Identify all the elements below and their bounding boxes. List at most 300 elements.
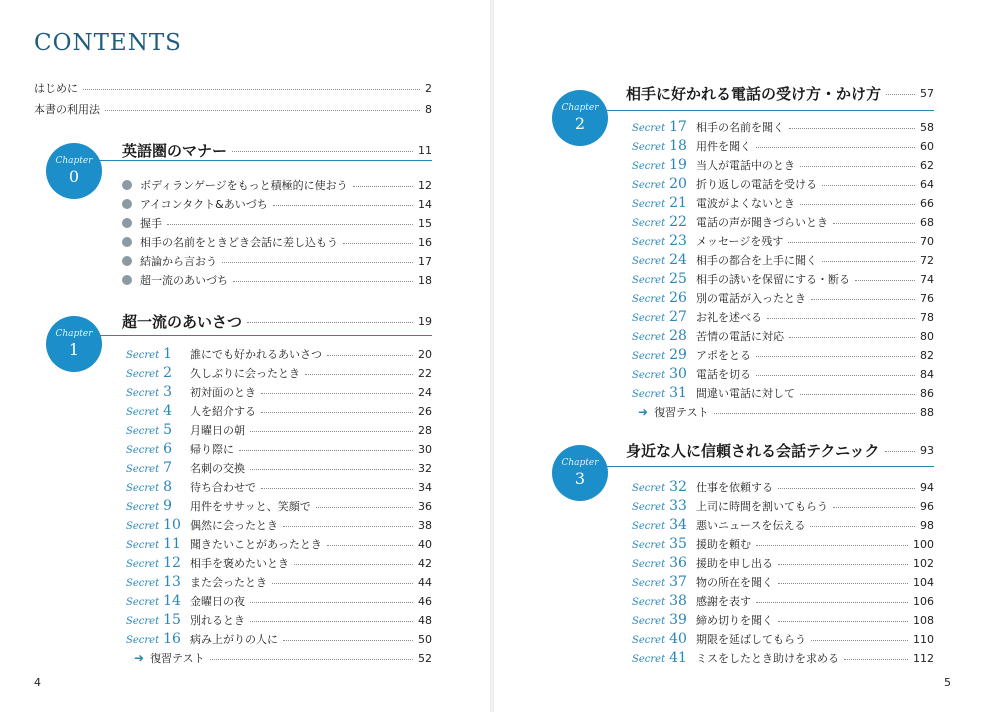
secret-marker — [632, 536, 696, 552]
secret-entry[interactable] — [126, 346, 432, 362]
entry-label: 締め切りを聞く — [696, 614, 773, 627]
leader-dots — [788, 242, 915, 243]
entry-label: 偶然に会ったとき — [190, 519, 278, 532]
entry-page: 30 — [418, 442, 432, 456]
secret-entry[interactable] — [126, 365, 432, 381]
leader-dots — [305, 374, 413, 375]
leader-dots — [272, 583, 413, 584]
chapter-page: 93 — [920, 443, 934, 457]
entry-label: 握手 — [140, 217, 162, 230]
leader-dots — [885, 451, 915, 452]
leader-dots — [239, 450, 413, 451]
review-test-entry[interactable] — [638, 404, 934, 420]
entry-label: 本書の利用法 — [34, 103, 100, 116]
secret-word: Secret — [632, 161, 666, 172]
entry-label: 相手を褒めたいとき — [190, 557, 289, 570]
entry-page: 108 — [913, 613, 934, 627]
entry-page: 68 — [920, 215, 934, 229]
entry-label: 上司に時間を割いてもらう — [696, 500, 828, 513]
secret-number: 38 — [669, 593, 687, 609]
secret-word: Secret — [632, 123, 666, 134]
leader-dots — [714, 413, 915, 414]
leader-dots — [811, 640, 908, 641]
entry-label: はじめに — [34, 82, 78, 95]
secret-entry[interactable] — [126, 631, 432, 647]
secret-word: Secret — [126, 540, 160, 551]
entry-page: 64 — [920, 177, 934, 191]
secret-entry[interactable] — [632, 233, 934, 249]
secret-marker — [126, 422, 190, 438]
secret-number: 30 — [669, 366, 687, 382]
entry-label: メッセージを残す — [696, 235, 784, 248]
secret-marker — [632, 479, 696, 495]
leader-dots — [343, 243, 413, 244]
secret-marker — [632, 366, 696, 382]
secret-entry[interactable] — [632, 290, 934, 306]
secret-number: 32 — [669, 479, 687, 495]
entry-label: また会ったとき — [190, 576, 267, 589]
entry-page: 70 — [920, 234, 934, 248]
secret-entry[interactable] — [632, 309, 934, 325]
secret-number: 40 — [669, 631, 687, 647]
secret-word: Secret — [632, 521, 666, 532]
secret-word: Secret — [632, 578, 666, 589]
bullet-icon — [122, 199, 132, 209]
bullet-icon — [122, 237, 132, 247]
entry-label: 援助を申し出る — [696, 557, 773, 570]
secret-word: Secret — [632, 370, 666, 381]
entry-label: 苦情の電話に対応 — [696, 330, 784, 343]
entry-label: 久しぶりに会ったとき — [190, 367, 300, 380]
entry-label: 待ち合わせで — [190, 481, 256, 494]
chapter-1-badge — [46, 316, 102, 372]
secret-marker — [632, 612, 696, 628]
secret-marker — [632, 347, 696, 363]
secret-word: Secret — [126, 559, 160, 570]
chapter-2-badge — [552, 90, 608, 146]
leader-dots — [222, 262, 413, 263]
entry-label: 当人が電話中のとき — [696, 159, 795, 172]
entry-page: 98 — [920, 518, 934, 532]
entry-page: 32 — [418, 461, 432, 475]
leader-dots — [855, 280, 915, 281]
leader-dots — [789, 128, 915, 129]
secret-entry[interactable] — [632, 252, 934, 268]
entry-page: 76 — [920, 291, 934, 305]
secret-number: 9 — [163, 498, 173, 514]
entry-page: 88 — [920, 405, 934, 419]
leader-dots — [800, 204, 915, 205]
secret-word: Secret — [632, 142, 666, 153]
leader-dots — [273, 205, 413, 206]
secret-entry[interactable] — [632, 157, 934, 173]
page-number: 4 — [34, 676, 41, 689]
secret-number: 41 — [669, 650, 687, 666]
leader-dots — [233, 281, 413, 282]
chapter-number: 2 — [574, 114, 586, 133]
leader-dots — [800, 394, 915, 395]
entry-label: 病み上がりの人に — [190, 633, 278, 646]
entry-page: 38 — [418, 518, 432, 532]
toc-entry[interactable] — [122, 253, 432, 269]
chapter-rule — [562, 466, 934, 467]
entry-label: 仕事を依頼する — [696, 481, 773, 494]
secret-entry[interactable] — [126, 555, 432, 571]
leader-dots — [250, 602, 413, 603]
chapter-page: 11 — [418, 143, 432, 157]
entry-label: 期限を延ばしてもらう — [696, 633, 806, 646]
secret-marker — [126, 346, 190, 362]
secret-word: Secret — [126, 616, 160, 627]
secret-entry[interactable] — [632, 328, 934, 344]
secret-marker — [632, 233, 696, 249]
secret-number: 8 — [163, 479, 173, 495]
leader-dots — [247, 322, 413, 323]
toc-entry[interactable] — [122, 177, 432, 193]
secret-entry[interactable] — [632, 271, 934, 287]
secret-number: 33 — [669, 498, 687, 514]
secret-word: Secret — [126, 350, 160, 361]
secret-number: 11 — [163, 536, 181, 552]
entry-label: 復習テスト — [150, 652, 205, 665]
entry-label: 感謝を表す — [696, 595, 751, 608]
entry-page: 2 — [425, 81, 432, 95]
secret-marker — [126, 536, 190, 552]
secret-entry[interactable] — [632, 555, 934, 571]
leader-dots — [353, 186, 413, 187]
entry-page: 14 — [418, 197, 432, 211]
secret-number: 34 — [669, 517, 687, 533]
entry-label: 間違い電話に対して — [696, 387, 795, 400]
secret-number: 13 — [163, 574, 181, 590]
secret-marker — [632, 195, 696, 211]
secret-marker — [632, 650, 696, 666]
leader-dots — [778, 621, 908, 622]
toc-entry-intro[interactable] — [34, 80, 432, 96]
leader-dots — [811, 299, 915, 300]
secret-word: Secret — [632, 256, 666, 267]
chapter-word: Chapter — [55, 329, 93, 339]
entry-label: 相手の誘いを保留にする・断る — [696, 273, 850, 286]
secret-marker — [632, 176, 696, 192]
leader-dots — [232, 151, 413, 152]
entry-page: 20 — [418, 347, 432, 361]
secret-marker — [632, 555, 696, 571]
secret-word: Secret — [126, 578, 160, 589]
entry-label: ボディランゲージをもっと積極的に使おう — [140, 179, 348, 192]
secret-entry[interactable] — [126, 441, 432, 457]
secret-entry[interactable] — [632, 347, 934, 363]
secret-entry[interactable] — [126, 403, 432, 419]
secret-marker — [126, 555, 190, 571]
entry-page: 60 — [920, 139, 934, 153]
secret-entry[interactable] — [632, 517, 934, 533]
bullet-icon — [122, 218, 132, 228]
entry-label: 帰り際に — [190, 443, 234, 456]
entry-page: 16 — [418, 235, 432, 249]
entry-label: お礼を述べる — [696, 311, 762, 324]
secret-marker — [632, 252, 696, 268]
secret-number: 19 — [669, 157, 687, 173]
secret-number: 31 — [669, 385, 687, 401]
secret-entry[interactable] — [632, 195, 934, 211]
chapter-word: Chapter — [55, 156, 93, 166]
leader-dots — [800, 166, 915, 167]
entry-page: 112 — [913, 651, 934, 665]
leader-dots — [822, 261, 915, 262]
leader-dots — [822, 185, 915, 186]
entry-page: 102 — [913, 556, 934, 570]
entry-page: 84 — [920, 367, 934, 381]
secret-word: Secret — [126, 369, 160, 380]
chapter-title: 超一流のあいさつ — [122, 312, 243, 331]
secret-entry[interactable] — [126, 498, 432, 514]
secret-entry[interactable] — [126, 460, 432, 476]
leader-dots — [756, 356, 915, 357]
bullet-icon — [122, 275, 132, 285]
secret-entry[interactable] — [632, 176, 934, 192]
secret-entry[interactable] — [632, 612, 934, 628]
entry-label: 用件をササッと、笑顔で — [190, 500, 311, 513]
secret-marker — [126, 517, 190, 533]
chapter-0-badge — [46, 143, 102, 199]
entry-page: 104 — [913, 575, 934, 589]
entry-page: 66 — [920, 196, 934, 210]
secret-entry[interactable] — [632, 138, 934, 154]
chapter-page: 19 — [418, 314, 432, 328]
secret-word: Secret — [126, 521, 160, 532]
secret-entry[interactable] — [126, 422, 432, 438]
toc-entry[interactable] — [122, 272, 432, 288]
right-page — [492, 0, 984, 712]
entry-page: 22 — [418, 366, 432, 380]
secret-number: 28 — [669, 328, 687, 344]
entry-page: 42 — [418, 556, 432, 570]
secret-entry[interactable] — [126, 517, 432, 533]
secret-entry[interactable] — [632, 385, 934, 401]
secret-entry[interactable] — [632, 479, 934, 495]
entry-label: 別の電話が入ったとき — [696, 292, 806, 305]
secret-word: Secret — [632, 313, 666, 324]
entry-page: 48 — [418, 613, 432, 627]
entry-page: 86 — [920, 386, 934, 400]
secret-word: Secret — [632, 635, 666, 646]
secret-entry[interactable] — [126, 536, 432, 552]
entry-page: 80 — [920, 329, 934, 343]
leader-dots — [778, 488, 915, 489]
entry-label: 金曜日の夜 — [190, 595, 245, 608]
entry-page: 36 — [418, 499, 432, 513]
leader-dots — [756, 147, 915, 148]
entry-label: アイコンタクト&あいづち — [140, 198, 268, 211]
secret-word: Secret — [632, 275, 666, 286]
secret-marker — [126, 460, 190, 476]
leader-dots — [327, 545, 413, 546]
chapter-title: 相手に好かれる電話の受け方・かけ方 — [626, 84, 882, 103]
entry-page: 40 — [418, 537, 432, 551]
chapter-number: 1 — [68, 340, 80, 359]
chapter-word: Chapter — [561, 458, 599, 468]
entry-label: 聞きたいことがあったとき — [190, 538, 322, 551]
secret-entry[interactable] — [126, 612, 432, 628]
leader-dots — [261, 412, 413, 413]
toc-entry[interactable] — [122, 215, 432, 231]
entry-page: 62 — [920, 158, 934, 172]
entry-page: 58 — [920, 120, 934, 134]
secret-entry[interactable] — [632, 119, 934, 135]
entry-label: 復習テスト — [654, 406, 709, 419]
secret-word: Secret — [126, 445, 160, 456]
secret-entry[interactable] — [632, 366, 934, 382]
secret-entry[interactable] — [632, 536, 934, 552]
secret-number: 5 — [163, 422, 173, 438]
secret-entry[interactable] — [632, 214, 934, 230]
secret-number: 17 — [669, 119, 687, 135]
secret-number: 7 — [163, 460, 173, 476]
secret-entry[interactable] — [632, 631, 934, 647]
chapter-page: 57 — [920, 86, 934, 100]
secret-marker — [632, 328, 696, 344]
secret-marker — [632, 631, 696, 647]
arrow-right-icon: ➜ — [638, 405, 649, 419]
chapter-rule — [562, 110, 934, 111]
entry-page: 8 — [425, 102, 432, 116]
chapter-3-heading[interactable] — [626, 439, 934, 461]
secret-number: 1 — [163, 346, 173, 362]
secret-number: 20 — [669, 176, 687, 192]
secret-marker — [632, 290, 696, 306]
secret-word: Secret — [126, 426, 160, 437]
entry-page: 52 — [418, 651, 432, 665]
secret-word: Secret — [126, 597, 160, 608]
entry-label: ミスをしたとき助けを求める — [696, 652, 839, 665]
entry-page: 12 — [418, 178, 432, 192]
leader-dots — [250, 621, 413, 622]
leader-dots — [83, 89, 420, 90]
leader-dots — [767, 318, 915, 319]
secret-marker — [632, 593, 696, 609]
leader-dots — [283, 526, 413, 527]
bullet-icon — [122, 180, 132, 190]
secret-entry[interactable] — [632, 650, 934, 666]
chapter-2-heading[interactable] — [626, 82, 934, 104]
leader-dots — [756, 602, 908, 603]
secret-word: Secret — [126, 464, 160, 475]
entry-label: 援助を頼む — [696, 538, 751, 551]
secret-word: Secret — [632, 332, 666, 343]
secret-number: 36 — [669, 555, 687, 571]
secret-marker — [632, 138, 696, 154]
secret-number: 18 — [669, 138, 687, 154]
secret-number: 4 — [163, 403, 173, 419]
chapter-0-heading[interactable] — [122, 139, 432, 161]
entry-page: 26 — [418, 404, 432, 418]
leader-dots — [316, 507, 413, 508]
secret-entry[interactable] — [126, 479, 432, 495]
secret-word: Secret — [126, 483, 160, 494]
entry-label: 初対面のとき — [190, 386, 256, 399]
secret-entry[interactable] — [632, 593, 934, 609]
secret-number: 25 — [669, 271, 687, 287]
secret-number: 27 — [669, 309, 687, 325]
entry-page: 34 — [418, 480, 432, 494]
secret-number: 14 — [163, 593, 181, 609]
secret-number: 24 — [669, 252, 687, 268]
entry-label: 用件を聞く — [696, 140, 751, 153]
chapter-1-heading[interactable] — [122, 310, 432, 332]
leader-dots — [250, 469, 413, 470]
toc-entry[interactable] — [122, 196, 432, 212]
secret-marker — [126, 612, 190, 628]
entry-page: 15 — [418, 216, 432, 230]
secret-entry[interactable] — [126, 574, 432, 590]
leader-dots — [844, 659, 908, 660]
entry-page: 96 — [920, 499, 934, 513]
leader-dots — [294, 564, 413, 565]
entry-page: 24 — [418, 385, 432, 399]
entry-page: 74 — [920, 272, 934, 286]
secret-marker — [632, 385, 696, 401]
arrow-right-icon: ➜ — [134, 651, 145, 665]
secret-number: 23 — [669, 233, 687, 249]
chapter-number: 0 — [68, 167, 80, 186]
leader-dots — [833, 223, 915, 224]
secret-word: Secret — [632, 616, 666, 627]
secret-word: Secret — [632, 351, 666, 362]
leader-dots — [210, 659, 413, 660]
chapter-title: 英語圏のマナー — [122, 141, 228, 160]
secret-number: 2 — [163, 365, 173, 381]
secret-marker — [126, 593, 190, 609]
secret-word: Secret — [126, 635, 160, 646]
entry-page: 78 — [920, 310, 934, 324]
entry-page: 110 — [913, 632, 934, 646]
entry-page: 44 — [418, 575, 432, 589]
review-test-entry[interactable] — [134, 650, 432, 666]
secret-word: Secret — [632, 199, 666, 210]
secret-entry[interactable] — [632, 574, 934, 590]
leader-dots — [789, 337, 915, 338]
secret-number: 21 — [669, 195, 687, 211]
entry-label: 電波がよくないとき — [696, 197, 795, 210]
leader-dots — [833, 507, 915, 508]
secret-word: Secret — [632, 502, 666, 513]
entry-label: 相手の名前をときどき会話に差し込もう — [140, 236, 338, 249]
secret-entry[interactable] — [632, 498, 934, 514]
leader-dots — [283, 640, 413, 641]
secret-word: Secret — [632, 654, 666, 665]
secret-number: 37 — [669, 574, 687, 590]
leader-dots — [886, 94, 915, 95]
secret-marker — [632, 309, 696, 325]
chapter-word: Chapter — [561, 103, 599, 113]
secret-entry[interactable] — [126, 593, 432, 609]
secret-marker — [126, 498, 190, 514]
entry-page: 46 — [418, 594, 432, 608]
secret-word: Secret — [632, 180, 666, 191]
leader-dots — [756, 545, 908, 546]
secret-number: 6 — [163, 441, 173, 457]
secret-entry[interactable] — [126, 384, 432, 400]
leader-dots — [250, 431, 413, 432]
toc-entry[interactable] — [122, 234, 432, 250]
chapter-rule — [70, 335, 432, 336]
toc-entry-usage[interactable] — [34, 101, 432, 117]
leader-dots — [327, 355, 413, 356]
secret-marker — [632, 119, 696, 135]
bullet-icon — [122, 256, 132, 266]
leader-dots — [756, 375, 915, 376]
